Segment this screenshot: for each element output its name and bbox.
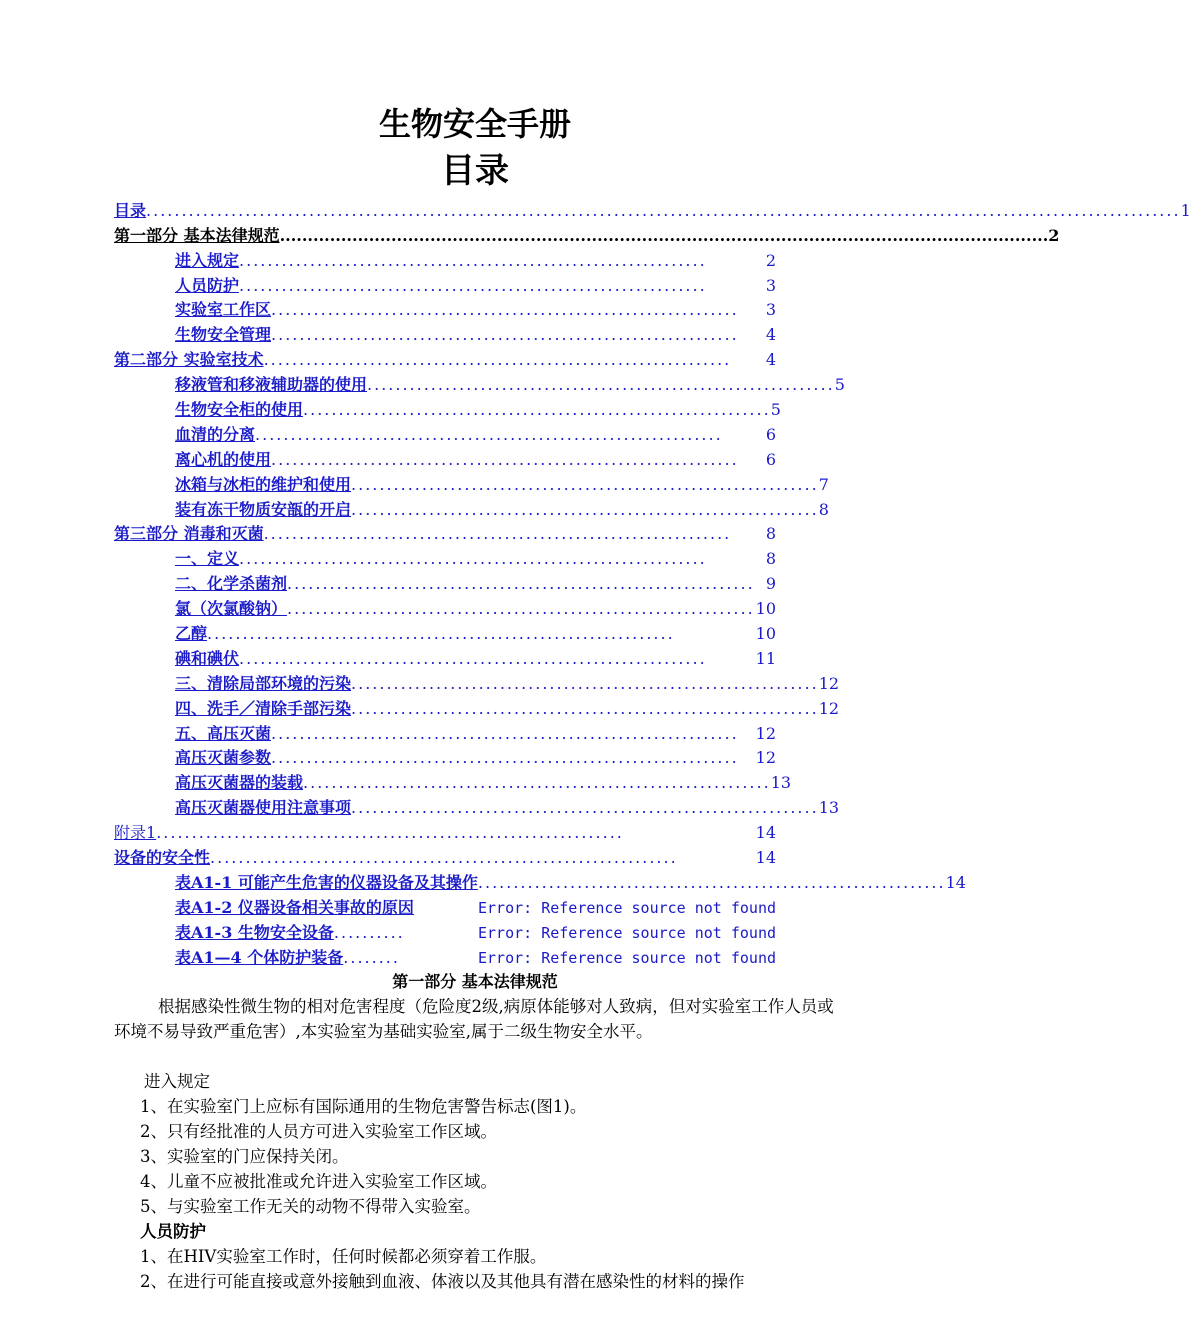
toc-entry-label[interactable]: 高压灭菌器的装载 xyxy=(175,773,304,793)
toc-leader-dots: .................................................................. xyxy=(207,624,675,644)
toc-entry-label[interactable]: 第二部分 实验室技术 xyxy=(114,350,264,370)
list-item: 1、在实验室门上应标有国际通用的生物危害警告标志(图1)。 xyxy=(140,1097,587,1116)
toc-page-number: 14 xyxy=(755,848,776,868)
toc-entry[interactable] xyxy=(114,669,840,694)
toc-page-number: 1 xyxy=(1180,200,1191,220)
toc-leader-dots: .................................................................. xyxy=(271,723,739,743)
toc-leader-dots: .................................................................. xyxy=(351,673,819,693)
toc-entry-label[interactable]: 表A1-2 仪器设备相关事故的原因 xyxy=(175,897,414,917)
toc-leader-dots: .................................................................. xyxy=(156,823,624,843)
toc-page-number: 8 xyxy=(818,499,829,519)
toc-entry[interactable] xyxy=(114,271,776,296)
toc-entry-label[interactable]: 移液管和移液辅助器的使用 xyxy=(175,375,368,395)
toc-page-number: 5 xyxy=(834,375,845,395)
toc-page-number: 5 xyxy=(770,400,781,420)
toc-entry-label[interactable]: 离心机的使用 xyxy=(175,449,272,469)
intro-paragraph: 根据感染性微生物的相对危害程度（危险度2级,病原体能够对人致病，但对实验室工作人员或环境不易导致严重危害）,本实验室为基础实验室,属于二级生物安全水平。 xyxy=(114,997,834,1041)
toc-leader-dots: .................................................................. xyxy=(271,325,739,345)
toc-entry-label[interactable]: 乙醇 xyxy=(175,624,208,644)
toc-leader-dots: .................................................................. xyxy=(351,798,819,818)
toc-entry[interactable] xyxy=(114,818,776,843)
toc-page-number: 12 xyxy=(818,698,840,718)
toc-entry-label[interactable]: 一、定义 xyxy=(175,549,240,569)
toc-entry[interactable] xyxy=(114,320,776,345)
toc-entry-label[interactable]: 高压灭菌参数 xyxy=(175,748,272,768)
toc-leader-dots: .................................................................. xyxy=(210,848,678,868)
toc-entry[interactable] xyxy=(114,768,792,793)
toc-entry[interactable] xyxy=(114,893,776,918)
list-item: 2、只有经批准的人员方可进入实验室工作区域。 xyxy=(140,1122,497,1141)
body-list xyxy=(114,1069,838,1294)
document-title: 生物安全手册 xyxy=(378,105,571,143)
toc-page-number: 8 xyxy=(765,524,776,544)
toc-page-number: 14 xyxy=(945,872,966,892)
toc-leader-dots: .................................................................. xyxy=(271,449,739,469)
toc-leader-dots: .................................................................. xyxy=(351,698,819,718)
toc-leader-dots: .................................................................. xyxy=(239,549,707,569)
toc-page-number: 6 xyxy=(765,424,776,444)
toc-leader-dots: .................................................................. xyxy=(239,275,707,295)
toc-page-number: 12 xyxy=(818,673,840,693)
toc-entry-label[interactable]: 二、化学杀菌剂 xyxy=(175,574,288,594)
toc-leader-dots: .................................................................. xyxy=(271,300,739,320)
toc-entry[interactable] xyxy=(114,943,776,968)
entry-rules-heading: 进入规定 xyxy=(144,1072,210,1091)
toc-entry-label[interactable]: 第一部分 基本法律规范 xyxy=(114,225,280,245)
toc-entry[interactable] xyxy=(114,644,776,669)
toc-entry-label[interactable]: 附录1 xyxy=(114,823,157,843)
toc-entry[interactable] xyxy=(114,918,776,943)
toc-leader-dots: .................................................................. xyxy=(255,424,723,444)
list-item: 2、在进行可能直接或意外接触到血液、体液以及其他具有潜在感染性的材料的操作 xyxy=(140,1272,745,1291)
toc-entry-label[interactable]: 实验室工作区 xyxy=(175,300,272,320)
toc-page-number: 12 xyxy=(755,723,776,743)
toc-page-number: 13 xyxy=(770,773,792,793)
toc-page-number: 9 xyxy=(765,574,776,594)
list-item: 1、在HIV实验室工作时，任何时候都必须穿着工作服。 xyxy=(140,1247,547,1266)
toc-page-number: 14 xyxy=(755,823,776,843)
toc-entry[interactable] xyxy=(114,520,776,545)
personal-protection-heading: 人员防护 xyxy=(140,1222,206,1241)
toc-leader-dots: .................................................................. xyxy=(351,474,819,494)
toc-page-number: 6 xyxy=(765,449,776,469)
toc-entry-label[interactable]: 表A1—4 个体防护装备 xyxy=(175,947,344,967)
list-item: 4、儿童不应被批准或允许进入实验室工作区域。 xyxy=(140,1172,497,1191)
toc-page-number: 2 xyxy=(765,250,776,270)
toc-page-number: 3 xyxy=(765,300,776,320)
toc-leader-dots: .................................................................. xyxy=(303,400,771,420)
toc-title: 目录 xyxy=(441,151,509,191)
toc-entry-label[interactable]: 三、清除局部环境的污染 xyxy=(175,673,352,693)
toc-entry[interactable] xyxy=(114,544,776,569)
toc-page-number: 2 xyxy=(1048,225,1060,245)
toc-entry-label[interactable]: 氯（次氯酸钠） xyxy=(175,599,288,619)
toc-entry[interactable] xyxy=(114,619,776,644)
toc-leader-dots: .................................................................................................................................................. xyxy=(146,200,1181,220)
toc-entry-label[interactable]: 目录 xyxy=(114,200,147,220)
toc-leader-dots: .......... xyxy=(333,922,405,942)
toc-page-number: 4 xyxy=(765,350,776,370)
toc-entry[interactable] xyxy=(114,196,1191,221)
table-of-contents xyxy=(114,196,1191,968)
toc-entry-label[interactable]: 装有冻干物质安瓿的开启 xyxy=(175,499,352,519)
toc-leader-dots: .................................................................. xyxy=(239,648,707,668)
toc-leader-dots: .................................................................. xyxy=(263,524,732,544)
toc-page-number: 3 xyxy=(765,275,776,295)
toc-entry[interactable] xyxy=(114,246,776,271)
toc-page-number: 11 xyxy=(755,648,776,668)
toc-entry-label[interactable]: 生物安全柜的使用 xyxy=(175,400,304,420)
toc-entry-label[interactable]: 四、洗手／清除手部污染 xyxy=(175,698,352,718)
toc-leader-dots: .................................................................. xyxy=(303,773,771,793)
toc-leader-dots: .................................................................. xyxy=(351,499,819,519)
toc-entry-label[interactable]: 表A1-1 可能产生危害的仪器设备及其操作 xyxy=(175,872,478,892)
toc-leader-dots: .................................................................. xyxy=(239,250,707,270)
toc-page-number: 10 xyxy=(755,599,776,619)
toc-entry-label[interactable]: 进入规定 xyxy=(175,250,240,270)
toc-entry-label[interactable]: 血清的分离 xyxy=(175,424,256,444)
toc-page-number: Error: Reference source not found xyxy=(477,948,776,967)
toc-leader-dots: .................................................................. xyxy=(367,375,835,395)
toc-entry-label[interactable]: 碘和碘伏 xyxy=(175,648,240,668)
toc-entry[interactable] xyxy=(114,420,776,445)
toc-leader-dots: .................................................................. xyxy=(287,574,755,594)
toc-entry[interactable] xyxy=(114,868,966,893)
toc-entry[interactable] xyxy=(114,594,776,619)
toc-leader-dots: .................................................................. xyxy=(477,872,946,892)
toc-page-number: 13 xyxy=(818,798,840,818)
toc-entry-label[interactable]: 五、高压灭菌 xyxy=(175,723,272,743)
toc-entry[interactable] xyxy=(114,843,776,868)
toc-page-number: Error: Reference source not found xyxy=(477,898,776,917)
toc-entry[interactable] xyxy=(114,345,776,370)
toc-entry[interactable] xyxy=(114,470,829,495)
toc-page-number: 10 xyxy=(755,624,776,644)
toc-leader-dots: .................................................................. xyxy=(271,748,739,768)
toc-entry-label[interactable]: 高压灭菌器使用注意事项 xyxy=(175,798,352,818)
toc-entry[interactable] xyxy=(114,793,840,818)
toc-page-number: 12 xyxy=(755,748,776,768)
toc-entry[interactable] xyxy=(114,744,776,769)
toc-page-number: Error: Reference source not found xyxy=(477,923,776,942)
toc-leader-dots: .................................................................. xyxy=(287,599,755,619)
toc-page-number: 4 xyxy=(765,325,776,345)
toc-entry[interactable] xyxy=(114,395,781,420)
toc-entry-label[interactable]: 设备的安全性 xyxy=(114,848,211,868)
toc-page-number: 7 xyxy=(818,474,829,494)
toc-entry[interactable] xyxy=(114,694,840,719)
toc-entry-label[interactable]: 冰箱与冰柜的维护和使用 xyxy=(175,474,352,494)
toc-entry[interactable] xyxy=(114,296,776,321)
toc-entry[interactable] xyxy=(114,370,845,395)
section-heading-part1: 第一部分 基本法律规范 xyxy=(392,972,558,991)
toc-leader-dots: .................................................................. xyxy=(263,350,732,370)
toc-entry-label[interactable]: 第三部分 消毒和灭菌 xyxy=(114,524,264,544)
toc-entry[interactable] xyxy=(114,719,776,744)
toc-entry[interactable] xyxy=(114,445,776,470)
list-item: 5、与实验室工作无关的动物不得带入实验室。 xyxy=(140,1197,481,1216)
toc-entry-label[interactable]: 生物安全管理 xyxy=(175,325,272,345)
toc-entry-label[interactable]: 表A1-3 生物安全设备 xyxy=(175,922,334,942)
toc-page-number: 8 xyxy=(765,549,776,569)
toc-leader-dots: ........ xyxy=(343,947,400,967)
list-item: 3、实验室的门应保持关闭。 xyxy=(140,1147,349,1166)
toc-entry[interactable] xyxy=(114,495,829,520)
toc-entry[interactable] xyxy=(114,569,776,594)
toc-entry[interactable] xyxy=(114,221,1060,246)
toc-entry-label[interactable]: 人员防护 xyxy=(175,275,240,295)
toc-leader-dots: .......................................................................................................................................... xyxy=(279,225,1049,245)
